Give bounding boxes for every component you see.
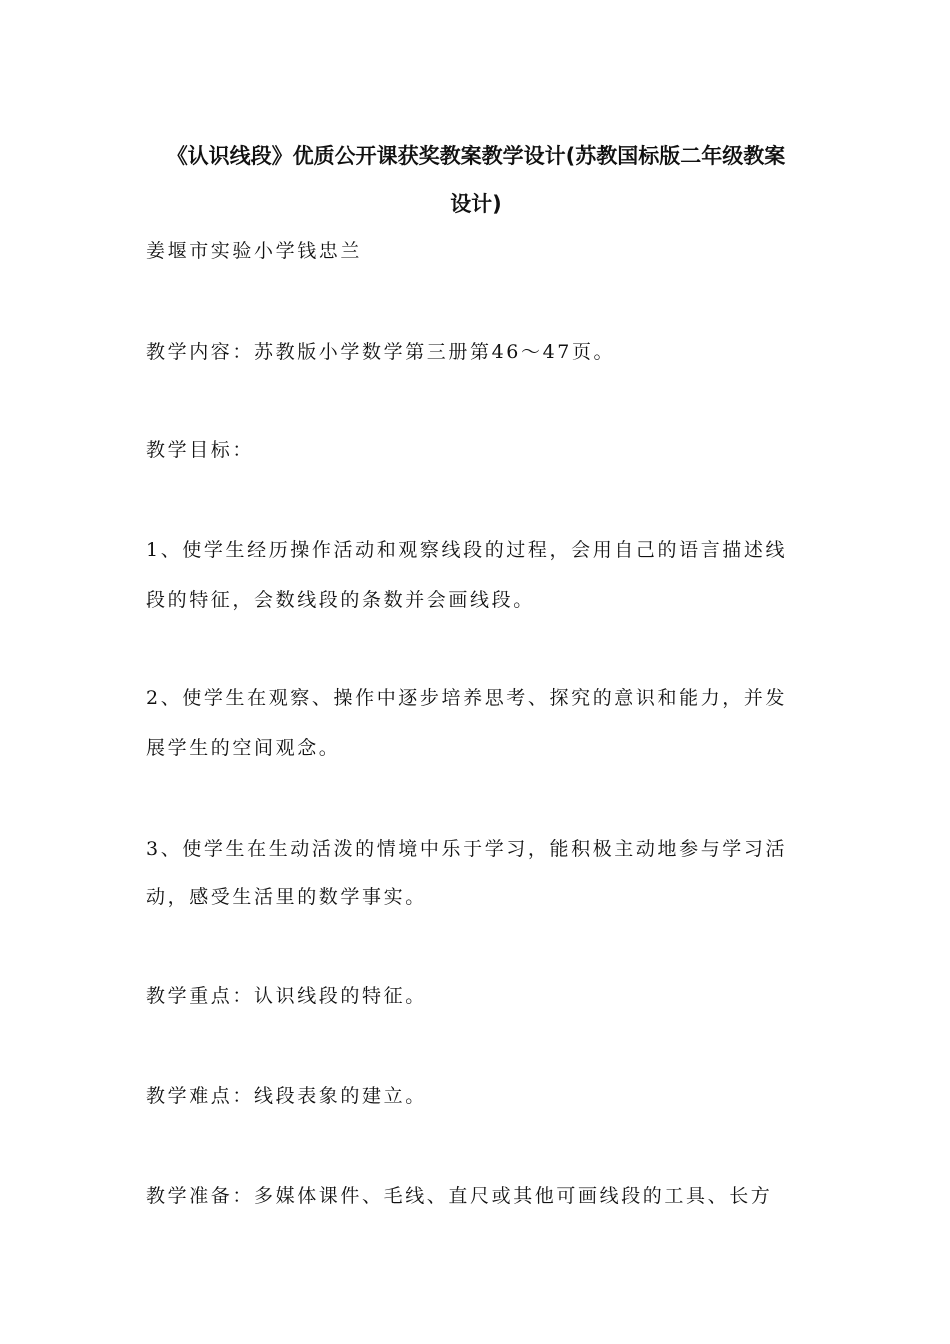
objectives-heading: 教学目标： <box>146 439 255 461</box>
objective-3-line-2: 动，感受生活里的数学事实。 <box>146 886 427 908</box>
difficulty: 教学难点：线段表象的建立。 <box>146 1085 427 1107</box>
author-line: 姜堰市实验小学钱忠兰 <box>146 240 363 262</box>
preparation: 教学准备：多媒体课件、毛线、直尺或其他可画线段的工具、长方 <box>146 1185 773 1207</box>
objective-2-line-1: 2、使学生在观察、操作中逐步培养思考、探究的意识和能力，并发 <box>146 687 788 709</box>
objective-1-line-1: 1、使学生经历操作活动和观察线段的过程，会用自己的语言描述线 <box>146 539 788 561</box>
objective-2-line-2: 展学生的空间观念。 <box>146 737 341 759</box>
objective-1-line-2: 段的特征，会数线段的条数并会画线段。 <box>146 589 535 611</box>
teaching-content: 教学内容：苏教版小学数学第三册第46～47页。 <box>146 341 616 363</box>
document-title <box>146 132 806 228</box>
objective-3-line-1: 3、使学生在生动活泼的情境中乐于学习，能积极主动地参与学习活 <box>146 838 788 860</box>
title-line-2: 设计) <box>450 192 502 216</box>
key-point: 教学重点：认识线段的特征。 <box>146 985 427 1007</box>
title-line-1: 《认识线段》优质公开课获奖教案教学设计(苏教国标版二年级教案 <box>166 144 786 168</box>
